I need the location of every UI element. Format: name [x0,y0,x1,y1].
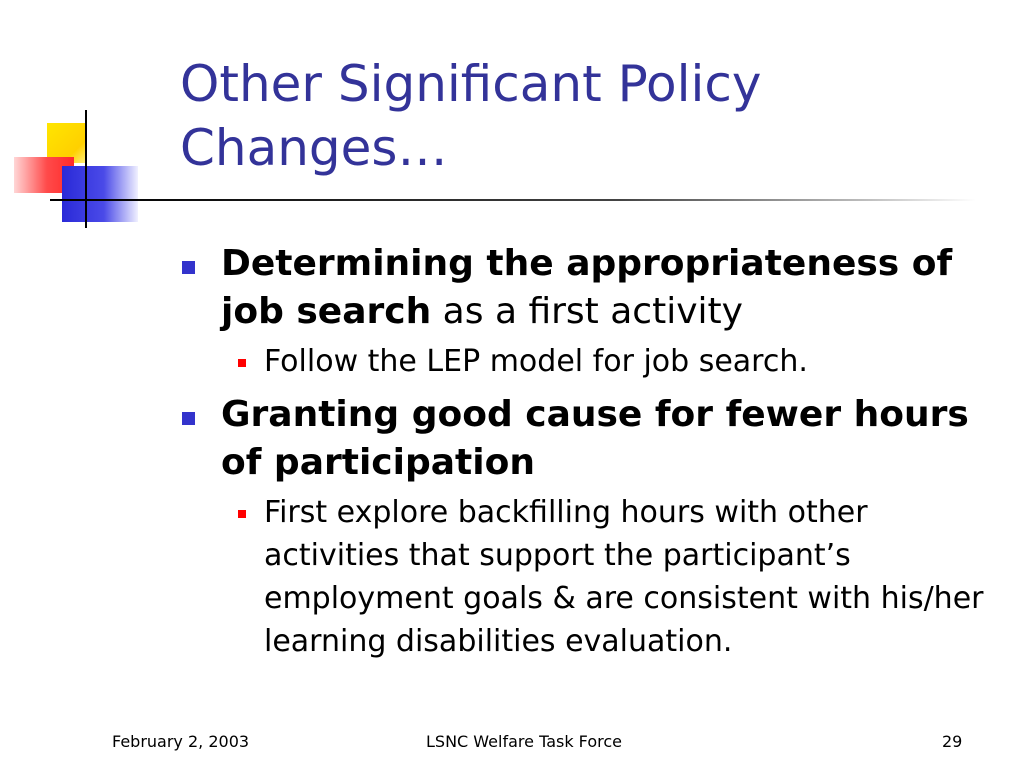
slide-body [180,240,990,671]
vertical-line-decoration [85,110,87,228]
bullet-bold-text: Determining the appropriateness of job search [221,243,953,332]
square-bullet-icon [238,359,246,367]
bullet-bold-text: Granting good cause for fewer hours of participation [221,394,969,483]
square-bullet-icon [238,510,246,518]
sub-bullet-lep-model [264,340,990,383]
bullet-good-cause [180,391,990,487]
slide-title: Other Significant Policy Changes… [180,55,762,177]
bullet-text: as a first activity [431,291,743,332]
footer-page-number: 29 [942,732,963,751]
title-divider [86,199,976,201]
footer-organization: LSNC Welfare Task Force [426,732,622,751]
footer-date: February 2, 2003 [112,732,250,751]
color-squares-crosshair-logo-icon [0,0,160,240]
blue-square-decoration [62,166,138,222]
sub-bullet-text: First explore backfilling hours with other activities that support the participant’s employment goals & are consistent with his/her learning disabilities evaluation. [264,495,984,659]
sub-bullet-backfilling [264,491,990,663]
square-bullet-icon [182,412,195,425]
sub-bullet-text: Follow the LEP model for job search. [264,344,808,379]
square-bullet-icon [182,261,195,274]
bullet-job-search [180,240,990,336]
